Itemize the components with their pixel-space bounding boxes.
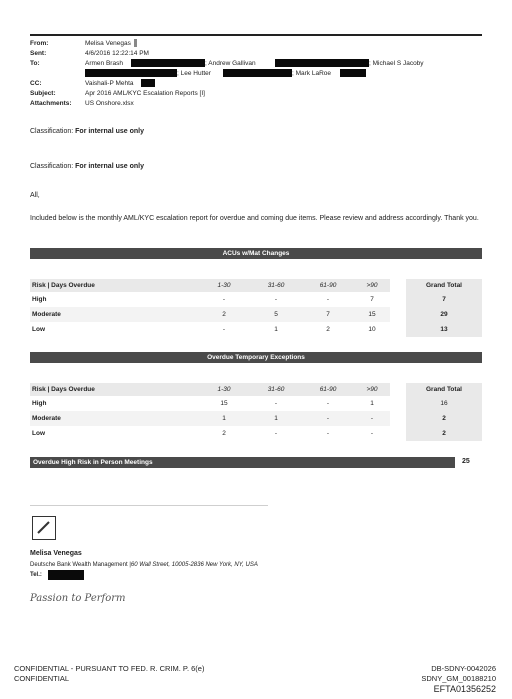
classification-value: For internal use only bbox=[75, 163, 144, 170]
subject-value: Apr 2016 AML/KYC Escalation Reports [I] bbox=[85, 90, 205, 97]
spacer-cell bbox=[390, 279, 406, 292]
col-over-90-header: >90 bbox=[354, 383, 390, 396]
cell-grand-total: 7 bbox=[406, 292, 482, 307]
greeting: All, bbox=[30, 192, 40, 199]
spacer-cell bbox=[390, 383, 406, 396]
risk-label: Moderate bbox=[30, 307, 198, 322]
risk-header: Risk | Days Overdue bbox=[30, 279, 198, 292]
col-61-90-header: 61-90 bbox=[302, 279, 354, 292]
cell-over-90: - bbox=[370, 430, 374, 437]
col-31-60-header: 31-60 bbox=[250, 279, 302, 292]
bates-number-2: SDNY_GM_00188210 bbox=[421, 674, 496, 683]
table-row bbox=[30, 307, 482, 322]
grand-total-header: Grand Total bbox=[406, 279, 482, 292]
from-label: From: bbox=[30, 40, 49, 47]
exceptions-table bbox=[30, 383, 482, 441]
grand-total-header: Grand Total bbox=[406, 383, 482, 396]
cell-31-60: 1 bbox=[250, 411, 302, 426]
cell-1-30: 2 bbox=[222, 430, 226, 437]
col-1-30-header: 1-30 bbox=[198, 383, 250, 396]
sent-value: 4/6/2016 12:22:14 PM bbox=[85, 50, 149, 57]
table-row bbox=[30, 322, 482, 337]
cell-1-30: 1 bbox=[198, 411, 250, 426]
signature-address: |60 Wall Street, 10005-2836 New York, NY, USA bbox=[129, 562, 258, 568]
table-row bbox=[30, 396, 482, 411]
spacer-cell bbox=[390, 307, 406, 322]
table-header-row bbox=[30, 383, 482, 396]
classification-value: For internal use only bbox=[75, 128, 144, 135]
redaction-bar bbox=[275, 59, 369, 67]
signature-tel-label: Tel.: bbox=[30, 572, 42, 578]
cc-value: Vaishali-P Mehta bbox=[85, 80, 134, 87]
risk-label: Low bbox=[32, 326, 45, 333]
redaction-bar bbox=[223, 69, 292, 77]
spacer-cell bbox=[390, 396, 406, 411]
cell-61-90: - bbox=[326, 400, 330, 407]
sent-label: Sent: bbox=[30, 50, 47, 57]
cell-over-90: 10 bbox=[368, 326, 376, 333]
cell-61-90: 7 bbox=[302, 307, 354, 322]
table-row bbox=[30, 426, 482, 441]
cell-grand-total: 29 bbox=[406, 307, 482, 322]
redaction-bar bbox=[141, 79, 155, 87]
from-value: Melisa Venegas bbox=[85, 40, 131, 47]
meetings-title-bar: Overdue High Risk in Person Meetings bbox=[30, 457, 455, 468]
redaction-bar bbox=[340, 69, 366, 77]
spacer-cell bbox=[390, 411, 406, 426]
redaction-bar bbox=[85, 69, 177, 77]
cell-61-90: - bbox=[326, 296, 330, 303]
exceptions-title-bar: Overdue Temporary Exceptions bbox=[30, 352, 482, 363]
cell-1-30: - bbox=[222, 326, 226, 333]
col-31-60-header: 31-60 bbox=[250, 383, 302, 396]
redaction-bar bbox=[131, 59, 205, 67]
table-row bbox=[30, 411, 482, 426]
bates-number-1: DB-SDNY-0042026 bbox=[431, 664, 496, 673]
cc-label: CC: bbox=[30, 80, 42, 87]
cell-1-30: 2 bbox=[198, 307, 250, 322]
deutsche-bank-logo-icon bbox=[32, 516, 56, 540]
spacer-cell bbox=[390, 322, 406, 337]
acus-title-bar: ACUs w/Mat Changes bbox=[30, 248, 482, 259]
col-over-90-header: >90 bbox=[354, 279, 390, 292]
to-recipient-3: ; Michael S Jacoby bbox=[369, 60, 424, 67]
cell-1-30: 15 bbox=[220, 400, 228, 407]
risk-label: Moderate bbox=[30, 411, 198, 426]
cell-grand-total: 2 bbox=[406, 426, 482, 441]
spacer-cell bbox=[390, 426, 406, 441]
spacer-cell bbox=[390, 292, 406, 307]
to-label: To: bbox=[30, 60, 40, 67]
cell-61-90: 2 bbox=[326, 326, 330, 333]
to-recipient-1: Armen Brash bbox=[85, 60, 123, 67]
confidential-label: CONFIDENTIAL bbox=[14, 674, 70, 683]
subject-label: Subject: bbox=[30, 90, 56, 97]
signature-divider bbox=[30, 505, 268, 506]
attachment-link[interactable]: US Onshore.xlsx bbox=[85, 100, 134, 107]
acus-table bbox=[30, 279, 482, 337]
body-paragraph: Included below is the monthly AML/KYC escalation report for overdue and coming due items. Please review and address accordingly. Thank you. bbox=[30, 215, 479, 222]
signature-name: Melisa Venegas bbox=[30, 550, 82, 557]
signature-company-line bbox=[30, 562, 258, 568]
cell-61-90: - bbox=[326, 430, 330, 437]
cell-over-90: - bbox=[354, 411, 390, 426]
table-row bbox=[30, 292, 482, 307]
cell-grand-total: 2 bbox=[406, 411, 482, 426]
header-rule bbox=[30, 34, 482, 36]
risk-label: Low bbox=[32, 430, 45, 437]
redaction-bar bbox=[134, 39, 137, 47]
cell-over-90: 7 bbox=[370, 296, 374, 303]
col-1-30-header: 1-30 bbox=[198, 279, 250, 292]
col-61-90-header: 61-90 bbox=[302, 383, 354, 396]
classification-line bbox=[30, 163, 144, 170]
table-header-row bbox=[30, 279, 482, 292]
cell-grand-total: 13 bbox=[406, 322, 482, 337]
classification-line bbox=[30, 128, 144, 135]
meetings-value: 25 bbox=[462, 458, 470, 465]
cell-1-30: - bbox=[222, 296, 226, 303]
signature-company: Deutsche Bank Wealth Management bbox=[30, 562, 128, 568]
risk-label: High bbox=[32, 296, 47, 303]
cell-grand-total: 16 bbox=[406, 396, 482, 411]
cell-31-60: - bbox=[274, 400, 278, 407]
cell-over-90: 15 bbox=[354, 307, 390, 322]
redaction-bar bbox=[48, 570, 84, 580]
risk-header: Risk | Days Overdue bbox=[30, 383, 198, 396]
attachments-label: Attachments: bbox=[30, 100, 72, 107]
classification-prefix: Classification: bbox=[30, 128, 74, 135]
classification-prefix: Classification: bbox=[30, 163, 74, 170]
cell-61-90: - bbox=[302, 411, 354, 426]
cell-31-60: 5 bbox=[250, 307, 302, 322]
cell-31-60: - bbox=[274, 430, 278, 437]
to-recipient-4: ; Lee Hutter bbox=[177, 70, 211, 77]
slogan: Passion to Perform bbox=[30, 593, 126, 604]
confidential-notice: CONFIDENTIAL - PURSUANT TO FED. R. CRIM. P. 6(e) bbox=[14, 664, 205, 673]
cell-31-60: 1 bbox=[274, 326, 278, 333]
to-recipient-2: ; Andrew Gallivan bbox=[205, 60, 256, 67]
to-recipient-5: ; Mark LaRoe bbox=[292, 70, 332, 77]
cell-over-90: 1 bbox=[370, 400, 374, 407]
bates-number-3: EFTA01356252 bbox=[433, 684, 496, 694]
cell-31-60: - bbox=[274, 296, 278, 303]
risk-label: High bbox=[32, 400, 47, 407]
